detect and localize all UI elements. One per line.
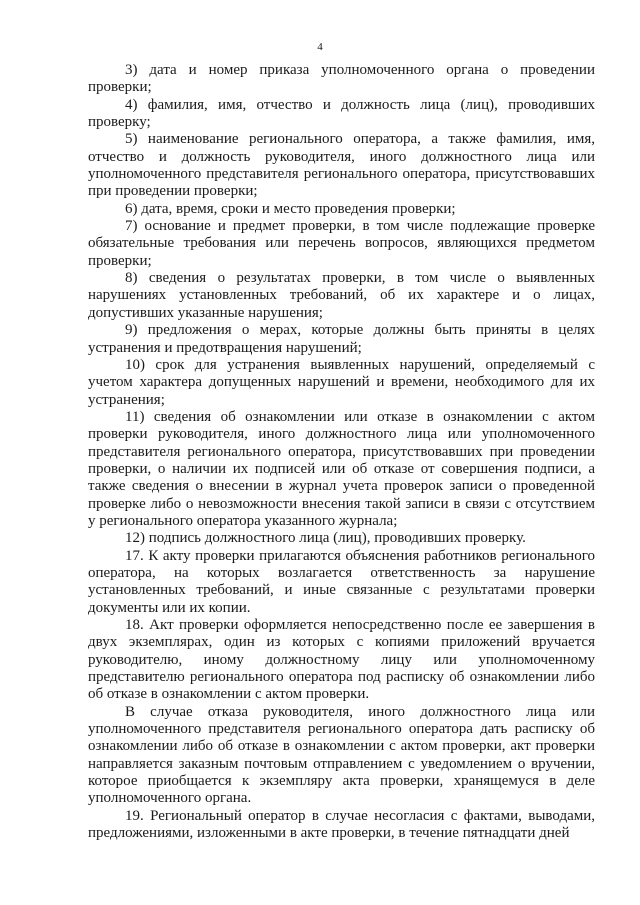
paragraph-item-7: 7) основание и предмет проверки, в том числе подлежащие проверке обязательные требования или перечень вопросов, являющихся предметом проверки; <box>88 218 595 269</box>
paragraph-clause-17: 17. К акту проверки прилагаются объяснения работников регионального оператора, на которых возлагается ответственность за нарушение установленных требований, и иные связанные с результатами проверки документы или их копии. <box>88 547 595 616</box>
paragraph-item-12: 12) подпись должностного лица (лиц), проводивших проверку. <box>125 530 526 547</box>
paragraph-item-10: 10) срок для устранения выявленных нарушений, определяемый с учетом характера допущенных нарушений и времени, необходимого для их устранения; <box>88 356 595 408</box>
paragraph-item-4: 4) фамилия, имя, отчество и должность лица (лиц), проводивших проверку; <box>88 96 595 131</box>
paragraph-item-5: 5) наименование регионального оператора, а также фамилия, имя, отчество и должность руководителя, иного должностного лица или уполномоченного представителя регионального оператора, присутствовавших при проведении проверки; <box>88 131 595 200</box>
paragraph-clause-19: 19. Региональный оператор в случае несогласия с фактами, выводами, предложениями, изложенными в акте проверки, в течение пятнадцати дней <box>88 807 595 842</box>
paragraph-item-9: 9) предложения о мерах, которые должны быть приняты в целях устранения и предотвращения нарушений; <box>88 322 595 356</box>
page-number: 4 <box>317 41 323 53</box>
paragraph-item-3: 3) дата и номер приказа уполномоченного органа о проведении проверки; <box>88 62 595 96</box>
paragraph-item-6: 6) дата, время, сроки и место проведения проверки; <box>125 200 456 217</box>
document-body <box>88 62 595 842</box>
paragraph-item-11: 11) сведения об ознакомлении или отказе в ознакомлении с актом проверки руководителя, иного должностного лица или уполномоченного представителя регионального оператора, присутствовавших при проведении проверки, о наличии их подписей или об отказе от совершения подписи, а также сведения о внесении в журнал учета проверок записи о проведенной проверке либо о невозможности внесения такой записи в связи с отсутствием у регионального оператора указанного журнала; <box>88 408 595 529</box>
paragraph-clause-18: 18. Акт проверки оформляется непосредственно после ее завершения в двух экземплярах, один из которых с копиями приложений вручается руководителю, иному должностному лицу или уполномоченному представителю регионального оператора под расписку об ознакомлении либо об отказе в ознакомлении с актом проверки. <box>88 617 595 703</box>
paragraph-refusal-case: В случае отказа руководителя, иного должностного лица или уполномоченного представителя регионального оператора дать расписку об ознакомлении либо об отказе в ознакомлении с актом проверки, акт проверки направляется заказным почтовым отправлением с уведомлением о вручении, которое приобщается к экземпляру акта проверки, хранящемуся в деле уполномоченного органа. <box>88 703 595 807</box>
paragraph-item-8: 8) сведения о результатах проверки, в том числе о выявленных нарушениях установленных требований, об их характере и о лицах, допустивших указанные нарушения; <box>88 270 595 321</box>
